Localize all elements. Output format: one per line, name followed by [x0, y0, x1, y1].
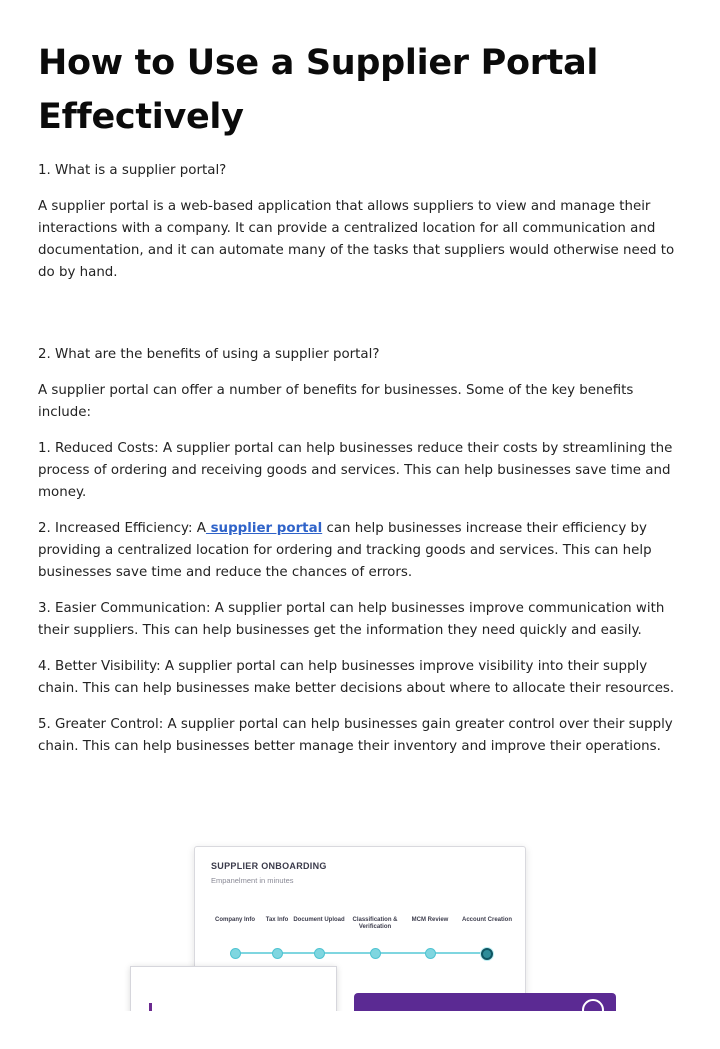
benefit-better-visibility: 4. Better Visibility: A supplier portal can help businesses improve visibility into their supply chain. This can help businesses make better decisions about where to allocate their resources. [38, 659, 675, 696]
step-dot [272, 948, 283, 959]
paragraph-benefits-intro: A supplier portal can offer a number of benefits for businesses. Some of the key benefits include: [38, 383, 634, 420]
step-mcm-review [402, 917, 458, 959]
step-account-creation [459, 917, 515, 960]
benefit-efficiency-lead: 2. Increased Efficiency: A [38, 521, 206, 536]
benefit-efficiency-rest: can help businesses increase their efficiency by providing a centralized location for ordering and tracking goods and services. This can help businesses save time and reduce the chances of errors. [38, 521, 652, 580]
verified-badge-icon [582, 999, 604, 1011]
onboarding-steps [211, 917, 511, 967]
step-label: Tax Info [265, 917, 289, 923]
step-classification-verification [347, 917, 403, 959]
step-label: Company Info [215, 917, 255, 923]
question-benefits: 2. What are the benefits of using a supplier portal? [38, 347, 380, 362]
step-label: Account Creation [461, 917, 512, 923]
page-title: How to Use a Supplier Portal Effectively [38, 43, 599, 137]
paragraph-definition: A supplier portal is a web-based application that allows suppliers to view and manage their interactions with a company. It can provide a centralized location for all communication and documentation, and it can automate many of the tasks that suppliers would otherwise need to do by hand. [38, 199, 675, 280]
brand-mark-icon [149, 1003, 152, 1011]
benefit-easier-communication: 3. Easier Communication: A supplier portal can help businesses improve communication with their suppliers. This can help businesses get the information they need quickly and easily. [38, 601, 665, 638]
benefit-increased-efficiency [38, 518, 688, 584]
step-document-upload [291, 917, 347, 959]
step-dot [230, 948, 241, 959]
step-dot [425, 948, 436, 959]
step-dot [314, 948, 325, 959]
step-label: Classification & Verification [352, 917, 398, 930]
step-dot-active [481, 948, 493, 960]
overlay-card [130, 966, 337, 1011]
step-label: MCM Review [411, 917, 449, 923]
verification-banner [354, 993, 616, 1011]
supplier-onboarding-image [120, 838, 640, 1011]
onboarding-card-title: SUPPLIER ONBOARDING [211, 861, 327, 871]
onboarding-card-subtitle: Empanelment in minutes [211, 876, 294, 885]
article [38, 36, 688, 758]
question-what-is-portal: 1. What is a supplier portal? [38, 163, 227, 178]
step-dot [370, 948, 381, 959]
step-label: Document Upload [293, 917, 345, 923]
supplier-portal-link[interactable]: supplier portal [205, 521, 323, 536]
benefit-reduced-costs: 1. Reduced Costs: A supplier portal can help businesses reduce their costs by streamlining the process of ordering and receiving goods and services. This can help businesses save time and money. [38, 441, 673, 500]
benefit-greater-control: 5. Greater Control: A supplier portal can help businesses gain greater control over their supply chain. This can help businesses better manage their inventory and improve their operations. [38, 717, 673, 754]
